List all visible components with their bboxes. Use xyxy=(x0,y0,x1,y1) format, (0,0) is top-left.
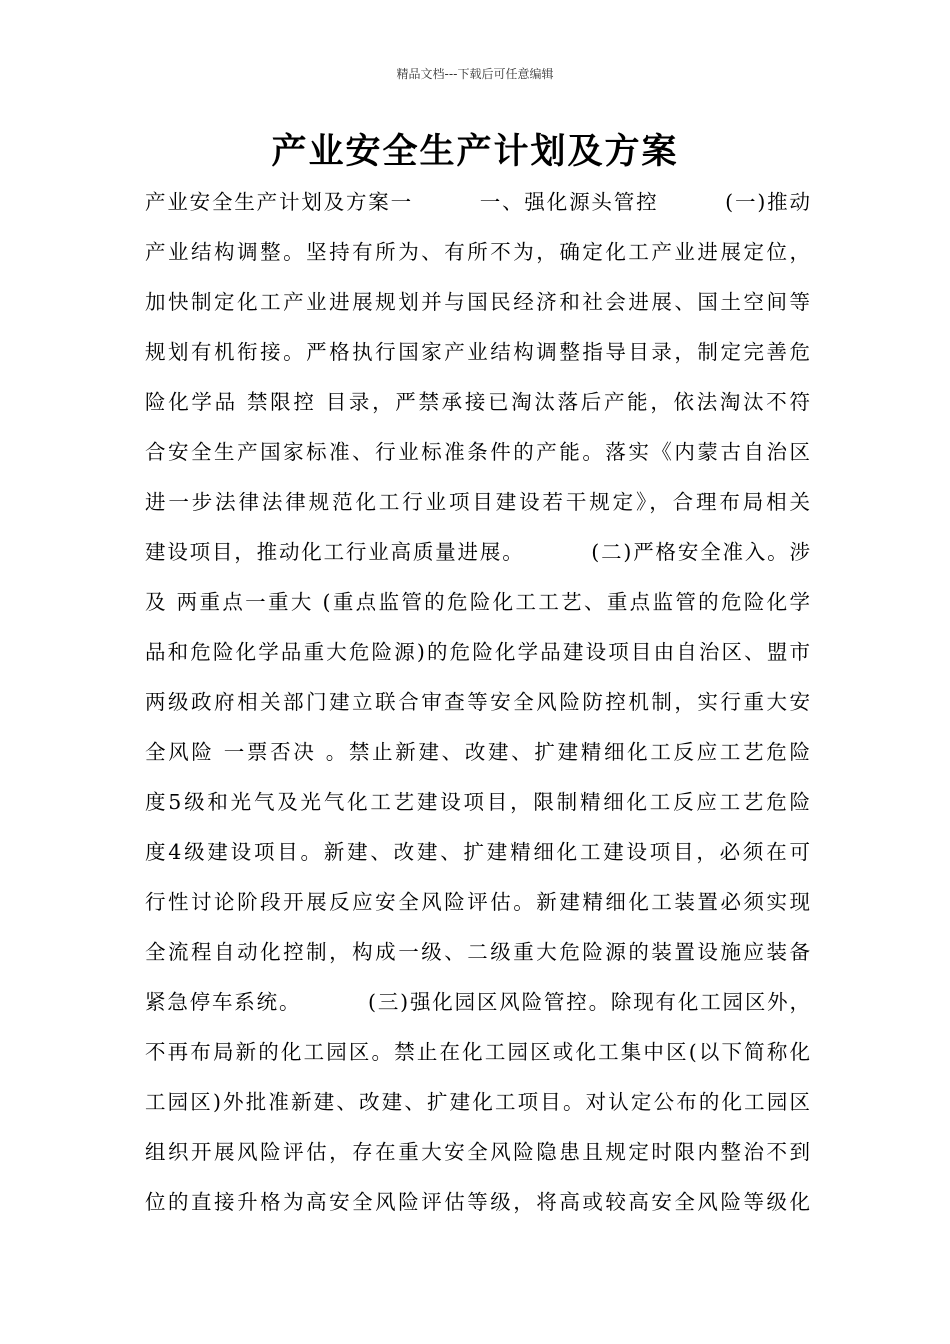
body-line: 全流程自动化控制，构成一级、二级重大危险源的装置设施应装备 xyxy=(145,940,810,964)
document-title: 产业安全生产计划及方案 xyxy=(271,132,679,172)
body-line: 行性讨论阶段开展反应安全风险评估。新建精细化工装置必须实现 xyxy=(145,890,810,914)
body-line: 位的直接升格为高安全风险评估等级，将高或较高安全风险等级化 xyxy=(145,1190,810,1214)
body-line: 组织开展风险评估，存在重大安全风险隐患且规定时限内整治不到 xyxy=(145,1140,810,1164)
body-line: 险化学品 禁限控 目录，严禁承接已淘汰落后产能，依法淘汰不符 xyxy=(145,390,810,414)
body-line: 建设项目，推动化工行业高质量进展。 (二)严格安全准入。涉 xyxy=(145,540,810,564)
body-line: 度4级建设项目。新建、改建、扩建精细化工建设项目，必须在可 xyxy=(145,840,810,864)
document-header-note: 精品文档---下载后可任意编辑 xyxy=(396,67,554,81)
body-line: 紧急停车系统。 (三)强化园区风险管控。除现有化工园区外， xyxy=(145,990,810,1014)
body-line: 品和危险化学品重大危险源)的危险化学品建设项目由自治区、盟市 xyxy=(145,640,810,664)
document-body xyxy=(145,177,810,1227)
body-line: 规划有机衔接。严格执行国家产业结构调整指导目录，制定完善危 xyxy=(145,340,810,364)
body-line: 不再布局新的化工园区。禁止在化工园区或化工集中区(以下简称化 xyxy=(145,1040,810,1064)
body-line: 进一步法律法律规范化工行业项目建设若干规定》，合理布局相关 xyxy=(145,490,810,514)
body-line: 两级政府相关部门建立联合审查等安全风险防控机制，实行重大安 xyxy=(145,690,810,714)
body-line: 度5级和光气及光气化工艺建设项目，限制精细化工反应工艺危险 xyxy=(145,790,810,814)
body-line: 产业安全生产计划及方案一 一、强化源头管控 (一)推动 xyxy=(145,190,810,214)
body-line: 加快制定化工产业进展规划并与国民经济和社会进展、国土空间等 xyxy=(145,290,810,314)
body-line: 工园区)外批准新建、改建、扩建化工项目。对认定公布的化工园区 xyxy=(145,1090,810,1114)
body-line: 产业结构调整。坚持有所为、有所不为，确定化工产业进展定位， xyxy=(145,240,810,264)
body-line: 及 两重点一重大 (重点监管的危险化工工艺、重点监管的危险化学 xyxy=(145,590,810,614)
body-line: 合安全生产国家标准、行业标准条件的产能。落实《内蒙古自治区 xyxy=(145,440,810,464)
body-line: 全风险 一票否决 。禁止新建、改建、扩建精细化工反应工艺危险 xyxy=(145,740,810,764)
